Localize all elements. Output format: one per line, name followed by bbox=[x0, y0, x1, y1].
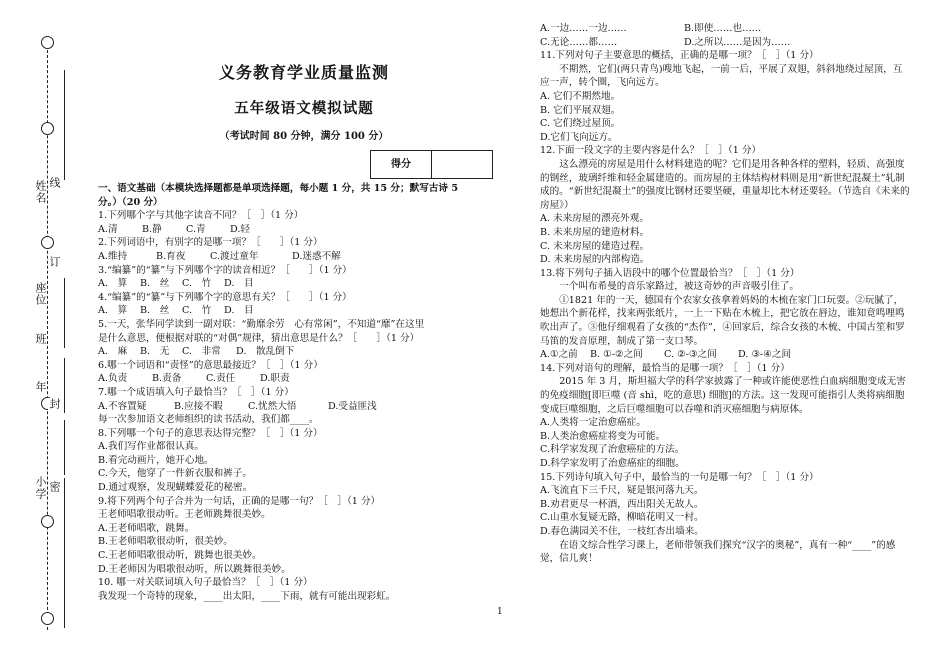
q9-given: 王老师唱歌很动听。王老师跳舞很美妙。 bbox=[98, 509, 271, 521]
option: C. 它们绕过屋顶。 bbox=[540, 118, 621, 130]
option: C. 竹 bbox=[182, 278, 212, 290]
seat-blank-line bbox=[64, 278, 65, 348]
option: C. 非常 bbox=[182, 346, 221, 358]
option: D.春色满园关不住，一枝红杏出墙来。 bbox=[540, 525, 704, 537]
q13-insert: 一个叫布希曼的音乐家路过，被这奇妙的声音吸引住了。 bbox=[559, 281, 800, 293]
option: A. 麻 bbox=[98, 346, 128, 358]
left-column bbox=[98, 62, 510, 603]
option: B.应接不暇 bbox=[174, 400, 223, 412]
question-7: 7.哪一个成语填入句子最恰当？［ ］（1 分） bbox=[98, 386, 294, 398]
option: C.忧然大悟 bbox=[248, 400, 297, 412]
section-heading: 一、语文基础（本模块选择题都是单项选择题，每小题 1 分，共 15 分；默写古诗 5 bbox=[98, 183, 458, 194]
option: A. 算 bbox=[98, 305, 128, 317]
option: D. 散乱倒下 bbox=[236, 346, 295, 358]
q7-options bbox=[98, 400, 510, 414]
option: C.山重水复疑无路，柳暗花明又一村。 bbox=[540, 512, 704, 524]
option: C. ②-③之间 bbox=[664, 349, 717, 361]
option: D. ③-④之间 bbox=[738, 349, 792, 361]
exam-title: 义务教育学业质量监测 bbox=[218, 63, 389, 82]
q2-options bbox=[98, 250, 510, 264]
exam-note: （考试时间 80 分钟，满分 100 分） bbox=[219, 131, 389, 142]
q11-text: 不期然，它们(两只青鸟)嗖地飞起，一前一后，平展了双翅，斜斜地绕过屋顶，互应一声，转个圈，飞向远方。 bbox=[540, 63, 903, 89]
question-10: 10. 哪一对关联词填入句子最恰当？［ ］（1 分） bbox=[98, 577, 313, 589]
option: C. 竹 bbox=[182, 305, 212, 317]
q10-options-row2 bbox=[540, 36, 912, 50]
q14-text: 2015 年 3 月，斯坦福大学的科学家披露了一种或许能使恶性白血病细胞变成无害的免疫细胞[即巨噬 (音 shì，吃的意思) 细胞]的方法。这一发现可能指引人类将病细胞变成巨噬细胞，之后巨噬细胞可以吞噬和消灭癌细胞与病原体。 bbox=[540, 376, 906, 415]
option: B. 无 bbox=[140, 346, 170, 358]
option: D. 目 bbox=[224, 278, 254, 290]
option: D. 未来房屋的内部构造。 bbox=[540, 254, 650, 266]
option: A.负责 bbox=[98, 373, 128, 385]
option: D.它们飞向远方。 bbox=[540, 131, 618, 143]
score-row bbox=[98, 150, 510, 178]
grade-blank-line bbox=[64, 420, 65, 475]
binding-hole bbox=[41, 515, 54, 528]
question-2: 2.下列词语中，有别字的是哪一项？［ ］（1 分） bbox=[98, 237, 323, 249]
option: B.责备 bbox=[152, 373, 182, 385]
question-1: 1.下列哪个字与其他字读音不同？［ ］（1 分） bbox=[98, 210, 304, 222]
binding-hole bbox=[41, 236, 54, 249]
option: C.今天，他穿了一件新衣服和裤子。 bbox=[98, 468, 252, 480]
option: A.我们写作业都很认真。 bbox=[98, 441, 204, 453]
name-label: 姓名 bbox=[34, 180, 47, 204]
score-label: 得分 bbox=[371, 151, 432, 179]
option: B. 丝 bbox=[140, 278, 170, 290]
option: C.科学家发现了治愈癌症的方法。 bbox=[540, 444, 685, 456]
question-14: 14.下列对语句的理解，最恰当的是哪一项？［ ］（1 分） bbox=[540, 362, 790, 374]
option: B.王老师唱歌很动听，很美妙。 bbox=[98, 536, 233, 548]
option: A.飞流直下三千尺，疑是银河落九天。 bbox=[540, 485, 704, 497]
option: B.人类治愈癌症将变为可能。 bbox=[540, 430, 666, 442]
option: D. 目 bbox=[224, 305, 254, 317]
q13-options bbox=[540, 348, 912, 362]
q10-options-row1 bbox=[540, 22, 912, 36]
option: A.不容置疑 bbox=[98, 400, 147, 412]
school-label: 小学 bbox=[34, 476, 47, 500]
binding-margin bbox=[0, 0, 80, 658]
school-blank-line bbox=[64, 478, 65, 628]
option: B.看完动画片，她开心地。 bbox=[98, 454, 214, 466]
option: D.之所以……是因为…… bbox=[684, 36, 791, 48]
q15-text: 在语文综合性学习课上，老师带领我们探究“汉字的奥秘”，真有一种“____”的感觉，信儿爽！ bbox=[540, 539, 896, 565]
class-blank-line bbox=[64, 358, 65, 413]
option: C. 未来房屋的建造过程。 bbox=[540, 240, 650, 252]
option: A. 它们不期然地。 bbox=[540, 90, 621, 102]
page-number: 1 bbox=[497, 607, 503, 617]
q7-sentence: 每一次参加语文老师组织的读书活动，我们都____。 bbox=[98, 414, 319, 426]
right-column bbox=[540, 22, 912, 566]
option: D.迷惑不解 bbox=[292, 250, 341, 262]
option: A. 未来房屋的漂亮外观。 bbox=[540, 213, 649, 225]
option: D.通过观察，发现蝴蝶爱花的秘密。 bbox=[98, 482, 253, 494]
option: D.受益匪浅 bbox=[328, 400, 377, 412]
option: B. ①-②之间 bbox=[590, 349, 643, 361]
seat-label: 座位 bbox=[34, 282, 47, 306]
question-5: 5.一天，张华同学读到一副对联：“勤靡余劳 心有常闲”，不知道“靡”在这里 bbox=[98, 318, 425, 330]
option: B.劝君更尽一杯酒，西出阳关无故人。 bbox=[540, 498, 704, 510]
score-blank[interactable] bbox=[432, 151, 493, 179]
option: B.即使……也…… bbox=[684, 23, 762, 34]
option: C.青 bbox=[186, 223, 206, 235]
question-6: 6.哪一个词语和“责怪”的意思最接近？［ ］（1 分） bbox=[98, 359, 323, 371]
score-table bbox=[370, 150, 493, 179]
question-5-cont: 是什么意思，便根据对联的“对偶”规律，猜出意思是什么？［ ］（1 分） bbox=[98, 332, 420, 344]
option: C.责任 bbox=[206, 373, 236, 385]
section-heading-cont: 分。）（20 分） bbox=[98, 196, 163, 208]
option: C.无论……都…… bbox=[540, 36, 618, 48]
option: A.王老师唱歌，跳舞。 bbox=[98, 522, 195, 534]
option: A. 算 bbox=[98, 278, 128, 290]
feng-label: 封 bbox=[48, 398, 61, 410]
q13-text: ①1821 年的一天，德国有个农家女孩拿着妈妈的木梳在家门口玩耍。②玩腻了，她想出个新花样，找来两张纸片，一上一下贴在木梳上，把它放在唇边，谁知竟鸣哩鸣吹出声了。③他仔细观看了女孩的“杰作”，④回家后，综合女孩的木梳、中国古笙和罗马笛的发音原理，制成了第一支口琴。 bbox=[540, 294, 905, 347]
option: B. 它们平展双翅。 bbox=[540, 104, 621, 116]
q1-options bbox=[98, 223, 510, 237]
binding-hole bbox=[41, 36, 54, 49]
q3-options bbox=[98, 277, 510, 291]
q10-sentence: 我发现一个奇特的现象，____出太阳，____下雨，就有可能出现彩虹。 bbox=[98, 590, 396, 602]
question-13: 13.将下列句子插入语段中的哪个位置最恰当？［ ］（1 分） bbox=[540, 267, 800, 279]
option: B. 丝 bbox=[140, 305, 170, 317]
option: D.职责 bbox=[260, 373, 290, 385]
option: B. 未来房屋的建造材料。 bbox=[540, 226, 650, 238]
option: C.王老师唱歌很动听，跳舞也很美妙。 bbox=[98, 550, 262, 562]
question-11: 11.下列对句子主要意思的概括，正确的是哪一项？［ ］（1 分） bbox=[540, 50, 819, 62]
option: B.静 bbox=[142, 223, 162, 235]
question-12: 12.下面一段文字的主要内容是什么？［ ］（1 分） bbox=[540, 145, 762, 157]
line-label: 线 bbox=[48, 177, 61, 189]
option: D.科学家发明了治愈癌症的细胞。 bbox=[540, 458, 685, 469]
name-blank-line bbox=[64, 70, 65, 180]
question-3: 3.“编纂”的“纂”与下列哪个字的读音相近？［ ］（1 分） bbox=[98, 264, 352, 276]
option: A.一边……一边…… bbox=[540, 23, 627, 34]
binding-hole bbox=[41, 612, 54, 625]
question-9: 9.将下列两个句子合并为一句话，正确的是哪一句？［ ］（1 分） bbox=[98, 495, 381, 507]
binding-hole bbox=[41, 122, 54, 135]
option: D.轻 bbox=[230, 223, 250, 235]
option: A.维持 bbox=[98, 250, 128, 262]
grade-label: 年 bbox=[34, 381, 47, 393]
q4-options bbox=[98, 304, 510, 318]
option: A.人类将一定治愈癌症。 bbox=[540, 417, 646, 429]
option: C.渡过童年 bbox=[210, 250, 259, 262]
q12-text: 这么漂亮的房屋是用什么材料建造的呢？它们是用各种各样的塑料，轻质、高强度的钢丝，玻璃纤维和轻金属建造的。而房屋的主体结构材料则是用“新世纪混凝土”轧制成的。“新世纪混凝土”的强度比钢材还要坚硬，重量却比木材还要轻。（节选自《未来的房屋》） bbox=[540, 158, 910, 211]
class-label: 班 bbox=[34, 333, 47, 345]
ding-label: 订 bbox=[48, 256, 61, 268]
q5-options bbox=[98, 345, 510, 359]
question-15: 15.下列诗句填入句子中，最恰当的一句是哪一句？［ ］（1 分） bbox=[540, 471, 819, 483]
mi-label: 密 bbox=[48, 481, 61, 493]
question-8: 8.下列哪一个句子的意思表达得完整？［ ］（1 分） bbox=[98, 427, 323, 439]
option: A.清 bbox=[98, 223, 118, 235]
question-4: 4.“编纂”的“纂”与下列哪个字的意思有关？［ ］（1 分） bbox=[98, 291, 352, 303]
option: A.①之前 bbox=[540, 349, 578, 361]
option: B.育夜 bbox=[156, 250, 186, 262]
q6-options bbox=[98, 372, 510, 386]
option: D.王老师因为唱歌很动听，所以跳舞很美妙。 bbox=[98, 563, 291, 575]
exam-subtitle: 五年级语文模拟试题 bbox=[234, 100, 374, 117]
